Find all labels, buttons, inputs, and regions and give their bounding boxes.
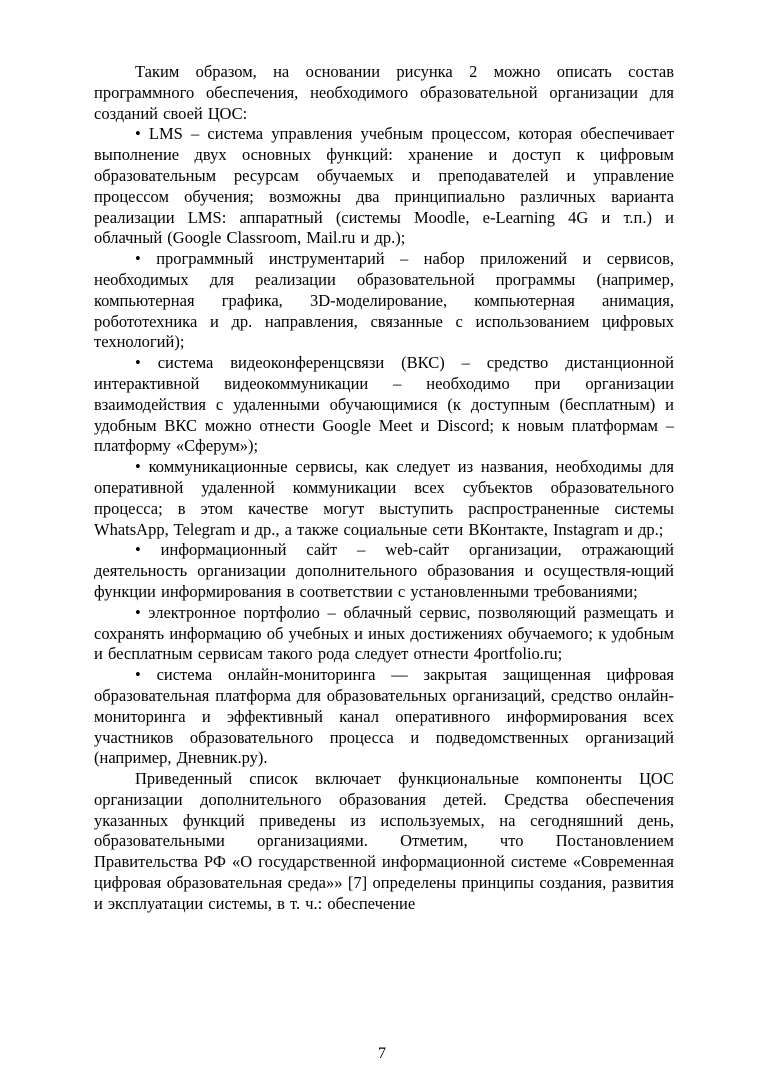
bullet-item-eportfolio: • электронное портфолио – облачный сервис, позволяющий размещать и сохранять информацию об учебных и иных достижениях обучаемого; к удобным и бесплатным сервисам такого рода следует отнести 4portfolio.ru;	[94, 602, 674, 664]
bullet-item-software-tools: • программный инструментарий – набор приложений и сервисов, необходимых для реализации образовательной программы (например, компьютерная графика, 3D-моделирование, компьютерная анимация, робототехника и др. направления, связанные с использованием цифровых технологий);	[94, 249, 674, 352]
bullet-item-online-monitoring: • система онлайн-мониторинга — закрытая защищенная цифровая образовательная платформа для образовательных организаций, средство онлайн-мониторинга и эффективный канал оперативного информирования всех участников образовательного процесса и подведомственных организаций (например, Дневник.ру).	[94, 665, 674, 768]
page-number: 7	[378, 1045, 386, 1062]
bullet-item-communication-services: • коммуникационные сервисы, как следует из названия, необходимы для оперативной удаленной коммуникации всех субъектов образовательного процесса; в этом качестве могут выступить распространенные системы WhatsApp, Telegram и др., а также социальные сети ВКонтакте, Instagram и др.;	[94, 457, 674, 539]
bullet-item-information-website: • информационный сайт – web-сайт организации, отражающий деятельность организации дополнительного образования и осуществля-ющий функции информирования в соответствии с установленными требованиями;	[94, 540, 674, 601]
bullet-item-lms: • LMS – система управления учебным процессом, которая обеспечивает выполнение двух основных функций: хранение и доступ к цифровым образовательным ресурсам обучаемых и преподавателей и управление процессом обучения; возможны два принципиально различных варианта реализации LMS: аппаратный (системы Moodle, e-Learning 4G и т.п.) и облачный (Google Classroom, Mail.ru и др.);	[94, 124, 674, 248]
paragraph-intro: Таким образом, на основании рисунка 2 можно описать состав программного обеспечения, необходимого образовательной организации для созданий своей ЦОС:	[94, 62, 674, 123]
paragraph-conclusion: Приведенный список включает функциональные компоненты ЦОС организации дополнительного образования детей. Средства обеспечения указанных функций приведены из используемых, на сегодняшний день, образовательными организациями. Отметим, что Постановлением Правительства РФ «О государственной информационной системе «Современная цифровая образовательная среда»» [7] определены принципы создания, развития и эксплуатации системы, в т. ч.: обеспечение	[94, 769, 674, 913]
bullet-item-videoconferencing: • система видеоконференцсвязи (ВКС) – средство дистанционной интерактивной видеокоммуникации – необходимо при организации взаимодействия с удаленными обучающимися (к доступным (бесплатным) и удобным ВКС можно отнести Google Meet и Discord; к новым платформам – платформу «Сферум»);	[94, 353, 674, 456]
